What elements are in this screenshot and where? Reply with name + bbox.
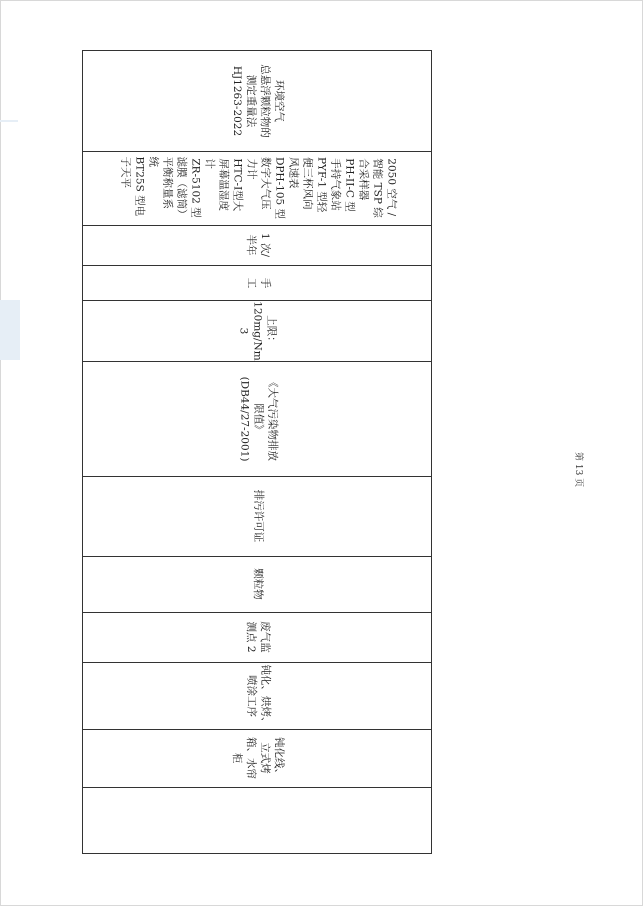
text-line: 柜	[231, 752, 243, 764]
text-line: 钝化线、	[273, 737, 285, 779]
text-line: 环境空气	[273, 80, 285, 122]
method-text	[230, 64, 286, 138]
text-line: 合采样器	[357, 158, 369, 201]
pollutant-text	[251, 568, 265, 600]
text-line: 手持气象站	[329, 158, 341, 211]
text-line: HJ1263-2022	[231, 65, 243, 137]
text-line: 2050 空气 /	[385, 158, 397, 217]
scan-edge-mark	[0, 120, 18, 122]
text-line: 箱、水帘	[245, 737, 257, 779]
text-line: HTC-Ⅰ型大	[231, 158, 243, 212]
cell-standard	[83, 361, 433, 476]
text-line: 统	[147, 156, 159, 167]
text-line: 力计	[245, 158, 257, 180]
text-line: 工	[245, 277, 257, 288]
text-line: 智能 TSP 综	[371, 158, 383, 218]
text-line: 1 次/	[259, 232, 271, 258]
scan-edge-mark	[0, 300, 20, 360]
cell-basis	[83, 476, 433, 556]
point-text	[244, 621, 272, 653]
text-line: 计	[203, 158, 215, 169]
instrument-col	[118, 157, 188, 220]
text-line: 120mg/Nm	[252, 300, 264, 361]
instrument-col	[188, 158, 258, 217]
cell-facility	[83, 729, 433, 787]
text-line: 滤膜（滤筒）	[175, 156, 187, 220]
cell-process	[83, 662, 433, 729]
text-line: 总悬浮颗粒物的	[259, 64, 271, 138]
text-line: 《大气污染物排放	[265, 376, 278, 461]
mode-text	[244, 277, 272, 288]
instrument-col	[328, 158, 398, 217]
process-text	[244, 664, 272, 727]
cell-method	[83, 51, 433, 151]
cell-point	[83, 612, 433, 662]
monitoring-table	[82, 50, 432, 854]
text-line: 颗粒物	[252, 568, 264, 600]
text-line: 风速表	[287, 156, 299, 189]
text-line: PYF-1 型轻	[315, 156, 327, 213]
text-line: BT25S 型电	[133, 156, 145, 217]
text-line: 手	[259, 277, 271, 288]
text-line: 测定重量法	[245, 74, 257, 128]
text-line: 钝化、烘烤、	[259, 664, 271, 727]
text-line: 半年	[245, 234, 257, 256]
instrument-col	[258, 157, 328, 219]
text-line: ZR-5102 型	[189, 158, 201, 218]
cell-pollutant	[83, 556, 433, 612]
text-line: 便三杯风向	[301, 156, 313, 210]
cell-limit	[83, 300, 433, 361]
text-line: (DB44/27-2001)	[237, 376, 250, 461]
text-line: 测点 2	[245, 621, 257, 653]
cell-frequency	[83, 225, 433, 265]
text-line: 立式烤	[259, 742, 271, 774]
text-line: 3	[238, 327, 250, 334]
text-line: PH-II-C 型	[343, 158, 355, 212]
instruments-text	[118, 155, 398, 222]
text-line: 废气监	[259, 621, 271, 653]
text-line: 喷涂工序	[245, 674, 257, 717]
text-line: 子天平	[119, 156, 131, 188]
text-line: 排污许可证	[252, 489, 264, 543]
page-number: 第 13 页	[573, 452, 583, 488]
text-line: 平衡称量系	[161, 156, 173, 209]
text-line: 限值》	[251, 402, 264, 435]
facility-text	[230, 737, 286, 779]
text-line: 屏幕温湿度	[217, 158, 229, 211]
cell-mode	[83, 265, 433, 300]
limit-text	[237, 301, 279, 360]
text-line: 上限：	[266, 314, 278, 347]
cell-instruments	[83, 151, 433, 225]
frequency-text	[244, 233, 272, 257]
text-line: DPH-105 型	[273, 156, 285, 220]
text-line: 数字大气压	[259, 156, 271, 210]
cell-empty	[83, 787, 433, 855]
basis-text	[251, 490, 265, 543]
standard-text	[237, 376, 279, 461]
